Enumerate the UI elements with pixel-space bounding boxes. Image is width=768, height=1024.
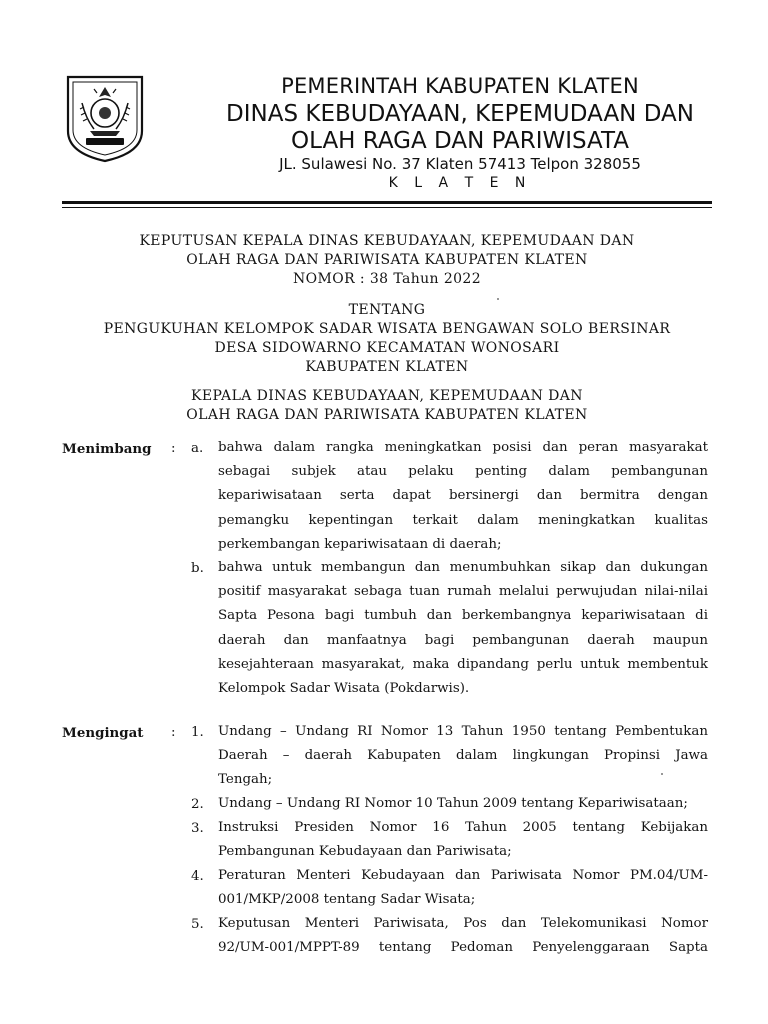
text-line: Undang – Undang RI Nomor 10 Tahun 2009 tentang Kepariwisataan;: [218, 796, 688, 811]
decree-about: TENTANG: [348, 302, 426, 318]
list-item-text: [218, 792, 708, 816]
decree-authority-line2: OLAH RAGA DAN PARIWISATA KABUPATEN KLATEN: [186, 407, 588, 423]
list-marker: 1.: [191, 725, 204, 740]
section-colon-mengingat: :: [171, 725, 176, 740]
text-line: 001/MKP/2008 tentang Sadar Wisata;: [218, 892, 476, 908]
section-colon-menimbang: :: [171, 441, 176, 456]
list-item-text: [218, 556, 708, 701]
letterhead-address: JL. Sulawesi No. 37 Klaten 57413 Telpon 328055: [279, 155, 641, 173]
list-marker: 2.: [191, 797, 204, 812]
letterhead-divider-thick: [62, 201, 712, 204]
text-line: kesejahteraan masyarakat, maka dipandang perlu untuk membentuk: [218, 656, 708, 672]
text-line: Peraturan Menteri Kebudayaan dan Pariwisata Nomor PM.04/UM-: [218, 868, 708, 883]
text-line: 92/UM-001/MPPT-89 tentang Pedoman Penyelenggaraan Sapta: [218, 940, 708, 956]
decree-subject-line1: PENGUKUHAN KELOMPOK SADAR WISATA BENGAWAN SOLO BERSINAR: [103, 321, 671, 337]
list-item-text: [218, 816, 708, 864]
list-marker: b.: [191, 561, 204, 576]
letterhead-divider-thin: [62, 207, 712, 208]
text-line: daerah dan manfaatnya bagi pembangunan daerah maupun: [218, 632, 708, 648]
text-line: bahwa dalam rangka meningkatkan posisi dan peran masyarakat: [218, 440, 708, 455]
section-label-menimbang: Menimbang: [62, 441, 152, 457]
list-item-text: [218, 720, 708, 793]
decree-title-line2: OLAH RAGA DAN PARIWISATA KABUPATEN KLATEN: [186, 252, 588, 268]
text-line: Instruksi Presiden Nomor 16 Tahun 2005 tentang Kebijakan: [218, 820, 708, 835]
list-marker: 3.: [191, 821, 204, 836]
text-line: Undang – Undang RI Nomor 13 Tahun 1950 tentang Pembentukan: [218, 724, 708, 739]
text-line: Sapta Pesona bagi tumbuh dan berkembangnya kepariwisataan di: [218, 608, 708, 624]
text-line: Keputusan Menteri Pariwisata, Pos dan Telekomunikasi Nomor: [218, 916, 708, 931]
list-item-text: [218, 436, 708, 557]
decree-subject-line3: KABUPATEN KLATEN: [305, 359, 469, 375]
decree-subject-line2: DESA SIDOWARNO KECAMATAN WONOSARI: [214, 340, 560, 356]
list-marker: a.: [191, 441, 204, 456]
text-line: Tengah;: [218, 772, 273, 788]
scan-speck: [497, 298, 499, 300]
list-marker: 4.: [191, 869, 204, 884]
decree-title-line1: KEPUTUSAN KEPALA DINAS KEBUDAYAAN, KEPEMUDAAN DAN: [139, 233, 635, 249]
text-line: pemangku kepentingan terkait dalam meningkatkan kualitas: [218, 512, 708, 528]
text-line: Daerah – daerah Kabupaten dalam lingkungan Propinsi Jawa: [218, 748, 708, 764]
list-item-text: [218, 864, 708, 912]
letterhead-agency-line1: DINAS KEBUDAYAAN, KEPEMUDAAN DAN: [226, 101, 694, 127]
text-line: kepariwisataan serta dapat bersinergi dan bermitra dengan: [218, 488, 708, 504]
text-line: sebagai subjek atau pelaku penting dalam pembangunan: [218, 464, 708, 480]
text-line: Kelompok Sadar Wisata (Pokdarwis).: [218, 681, 470, 697]
text-line: perkembangan kepariwisataan di daerah;: [218, 536, 502, 552]
text-line: bahwa untuk membangun dan menumbuhkan sikap dan dukungan: [218, 560, 708, 575]
decree-authority-line1: KEPALA DINAS KEBUDAYAAN, KEPEMUDAAN DAN: [191, 388, 583, 404]
text-line: positif masyarakat sebaga tuan rumah melalui perwujudan nilai-nilai: [218, 584, 708, 600]
list-marker: 5.: [191, 917, 204, 932]
letterhead-government: PEMERINTAH KABUPATEN KLATEN: [281, 74, 639, 98]
scan-speck: [661, 773, 663, 775]
letterhead-city: K L A T E N: [388, 175, 532, 191]
regency-emblem-icon: [64, 73, 146, 163]
decree-number: NOMOR : 38 Tahun 2022: [292, 271, 482, 287]
text-line: Pembangunan Kebudayaan dan Pariwisata;: [218, 844, 512, 860]
letterhead-agency-line2: OLAH RAGA DAN PARIWISATA: [291, 128, 629, 154]
section-label-mengingat: Mengingat: [62, 725, 144, 741]
list-item-text: [218, 912, 708, 960]
